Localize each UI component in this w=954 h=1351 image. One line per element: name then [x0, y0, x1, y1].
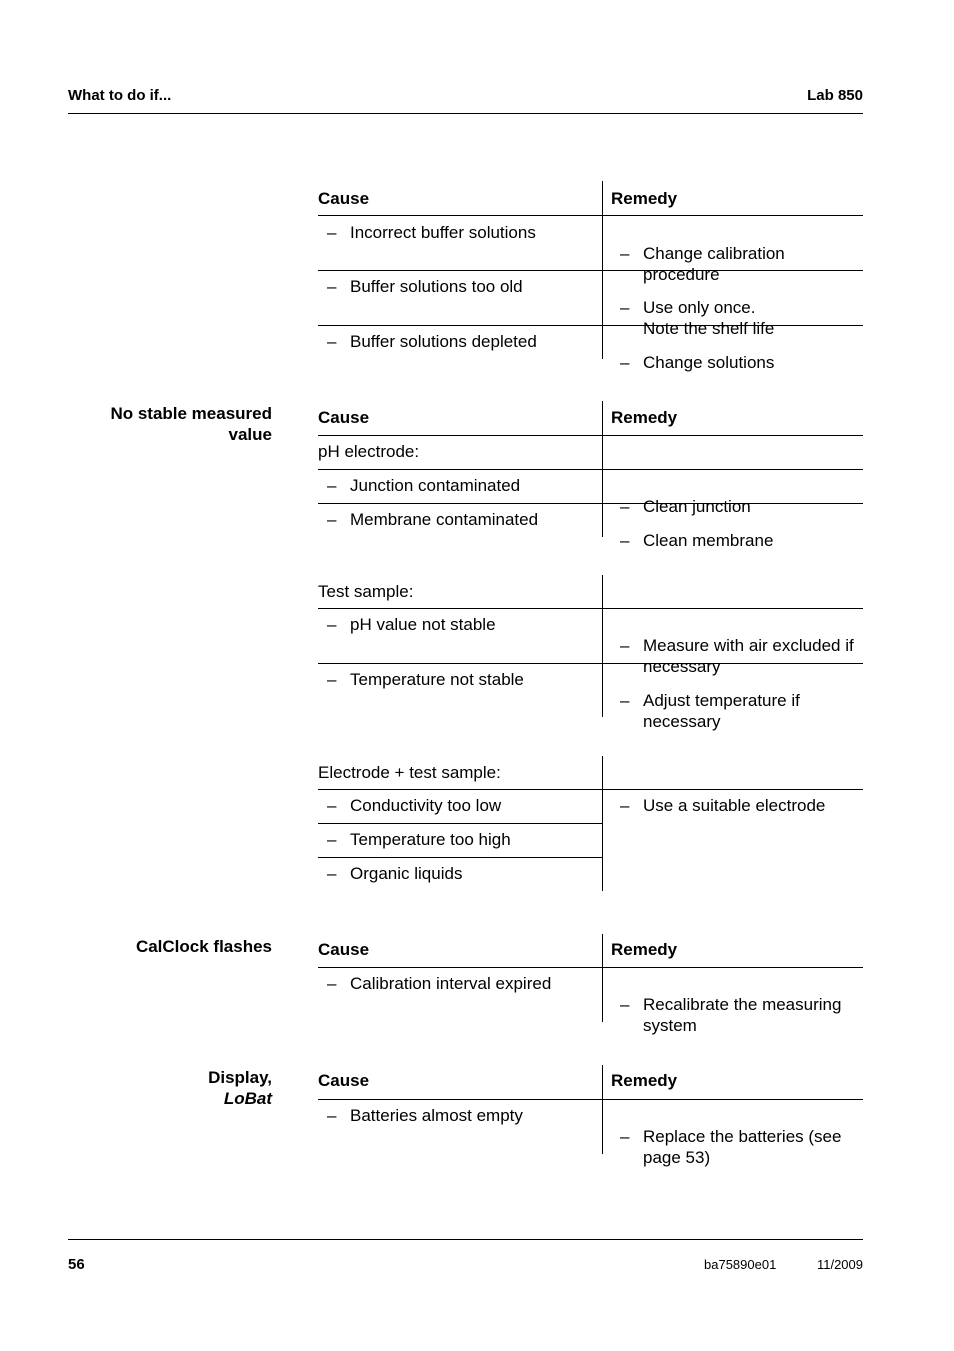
remedy-heading: Remedy	[611, 940, 678, 959]
dash: –	[620, 691, 630, 710]
document-date: 11/2009	[816, 1257, 863, 1272]
cause-cell	[318, 475, 630, 496]
cause-cell	[318, 331, 630, 352]
remedy-heading: Remedy	[611, 1071, 678, 1090]
cause-text: Organic liquids	[350, 864, 463, 883]
remedy-text: Use a suitable electrode	[643, 796, 826, 815]
cause-cell	[318, 222, 630, 243]
remedy-text: Adjust temperature if	[643, 691, 800, 710]
remedy-text: necessary	[643, 712, 721, 731]
cause-cell	[318, 795, 630, 816]
section-label-lobat	[72, 1067, 272, 1109]
dash: –	[620, 1127, 630, 1146]
remedy-heading: Remedy	[611, 189, 678, 208]
document-id: ba75890e01	[704, 1257, 777, 1272]
dash: –	[327, 974, 337, 993]
group-label: Test sample:	[318, 582, 414, 601]
dash: –	[620, 353, 630, 372]
dash: –	[327, 830, 337, 849]
group-row	[318, 756, 863, 790]
group-label: Electrode + test sample:	[318, 763, 501, 782]
cause-cell	[318, 1105, 630, 1126]
table-row	[318, 609, 863, 676]
footer-rule	[68, 1239, 863, 1240]
dash: –	[327, 223, 337, 242]
remedy-text: Change calibration	[643, 244, 785, 263]
cause-text: Junction contaminated	[350, 476, 521, 495]
cause-text: Batteries almost empty	[350, 1106, 523, 1125]
table-row	[318, 470, 863, 516]
table-row	[318, 1100, 863, 1167]
table-row	[318, 824, 602, 858]
remedy-text: Clean junction	[643, 497, 751, 516]
lobat-table	[318, 1065, 863, 1167]
cause-text: Membrane contaminated	[350, 510, 539, 529]
cause-text: Temperature not stable	[350, 670, 524, 689]
cause-cell	[318, 829, 630, 850]
dash: –	[327, 864, 337, 883]
dash: –	[327, 476, 337, 495]
remedy-cell	[611, 994, 893, 1036]
label-line: Display,	[208, 1068, 272, 1087]
dash: –	[327, 796, 337, 815]
group-row	[318, 436, 863, 470]
remedy-heading: Remedy	[611, 408, 678, 427]
dash: –	[620, 244, 630, 263]
table-row	[318, 858, 602, 891]
cause-heading: Cause	[318, 1071, 370, 1090]
remedy-text: necessary	[643, 657, 721, 676]
table-row	[318, 271, 863, 338]
cause-text: Buffer solutions depleted	[350, 332, 537, 351]
section-label-no-stable-value	[72, 403, 272, 445]
remedy-cell	[611, 530, 893, 551]
remedy-text: Change solutions	[643, 353, 775, 372]
remedy-cell	[611, 690, 893, 732]
table-row	[318, 664, 863, 731]
remedy-text: Use only once.	[643, 298, 756, 317]
cause-heading: Cause	[318, 408, 370, 427]
running-header-left: What to do if...	[68, 87, 172, 104]
dash: –	[327, 277, 337, 296]
cause-text: pH value not stable	[350, 615, 496, 634]
section-label-calclock: CalClock flashes	[135, 937, 272, 956]
remedy-text: procedure	[643, 265, 720, 284]
remedy-text: Note the shelf life	[643, 319, 775, 338]
remedy-text: Clean membrane	[643, 531, 774, 550]
remedy-text: Measure with air excluded if	[643, 636, 854, 655]
cause-text: Temperature too high	[350, 830, 511, 849]
table-header-row	[318, 1065, 863, 1100]
cause-text: Calibration interval expired	[350, 974, 552, 993]
cause-cell	[318, 509, 630, 530]
table-row	[318, 968, 863, 1035]
table-header-row	[318, 181, 863, 216]
cause-text: Incorrect buffer solutions	[350, 223, 536, 242]
dash: –	[327, 510, 337, 529]
remedy-text: Recalibrate the measuring	[643, 995, 842, 1014]
dash: –	[327, 670, 337, 689]
running-header-right: Lab 850	[807, 87, 863, 104]
remedy-text: system	[643, 1016, 697, 1035]
table-row	[318, 790, 602, 824]
cause-cell	[318, 614, 630, 635]
cause-cell	[318, 276, 630, 297]
remedy-cell	[611, 1126, 893, 1168]
label-line: No stable measured	[110, 404, 272, 423]
cause-text: Buffer solutions too old	[350, 277, 523, 296]
dash: –	[620, 298, 630, 317]
dash: –	[620, 796, 630, 815]
table-header-row	[318, 934, 863, 968]
cause-cell	[318, 863, 630, 884]
ph-electrode-table	[318, 401, 863, 550]
cause-text: Conductivity too low	[350, 796, 502, 815]
header-rule	[68, 113, 863, 114]
dash: –	[620, 531, 630, 550]
table-header-row	[318, 401, 863, 436]
page-number: 56	[68, 1256, 85, 1273]
cause-cell	[318, 669, 630, 690]
group-row	[318, 575, 863, 609]
remedy-cell	[611, 795, 893, 816]
table-row	[318, 504, 863, 550]
test-sample-table	[318, 575, 863, 731]
dash: –	[620, 995, 630, 1014]
remedy-text: page 53)	[643, 1148, 711, 1167]
electrode-and-sample-table	[318, 756, 863, 891]
calclock-table	[318, 934, 863, 1035]
buffer-table	[318, 181, 863, 372]
remedy-text: Replace the batteries (see	[643, 1127, 842, 1146]
table-row	[318, 216, 863, 284]
remedy-cell	[611, 352, 893, 373]
cause-cell	[318, 973, 630, 994]
cause-heading: Cause	[318, 940, 370, 959]
dash: –	[327, 615, 337, 634]
cause-heading: Cause	[318, 189, 370, 208]
dash: –	[327, 332, 337, 351]
dash: –	[327, 1106, 337, 1125]
table-row	[318, 326, 863, 372]
merged-rows	[318, 790, 863, 891]
dash: –	[620, 636, 630, 655]
label-line: value	[228, 425, 272, 444]
display-indicator-text: LoBat	[223, 1089, 272, 1108]
group-label: pH electrode:	[318, 442, 420, 461]
dash: –	[620, 497, 630, 516]
